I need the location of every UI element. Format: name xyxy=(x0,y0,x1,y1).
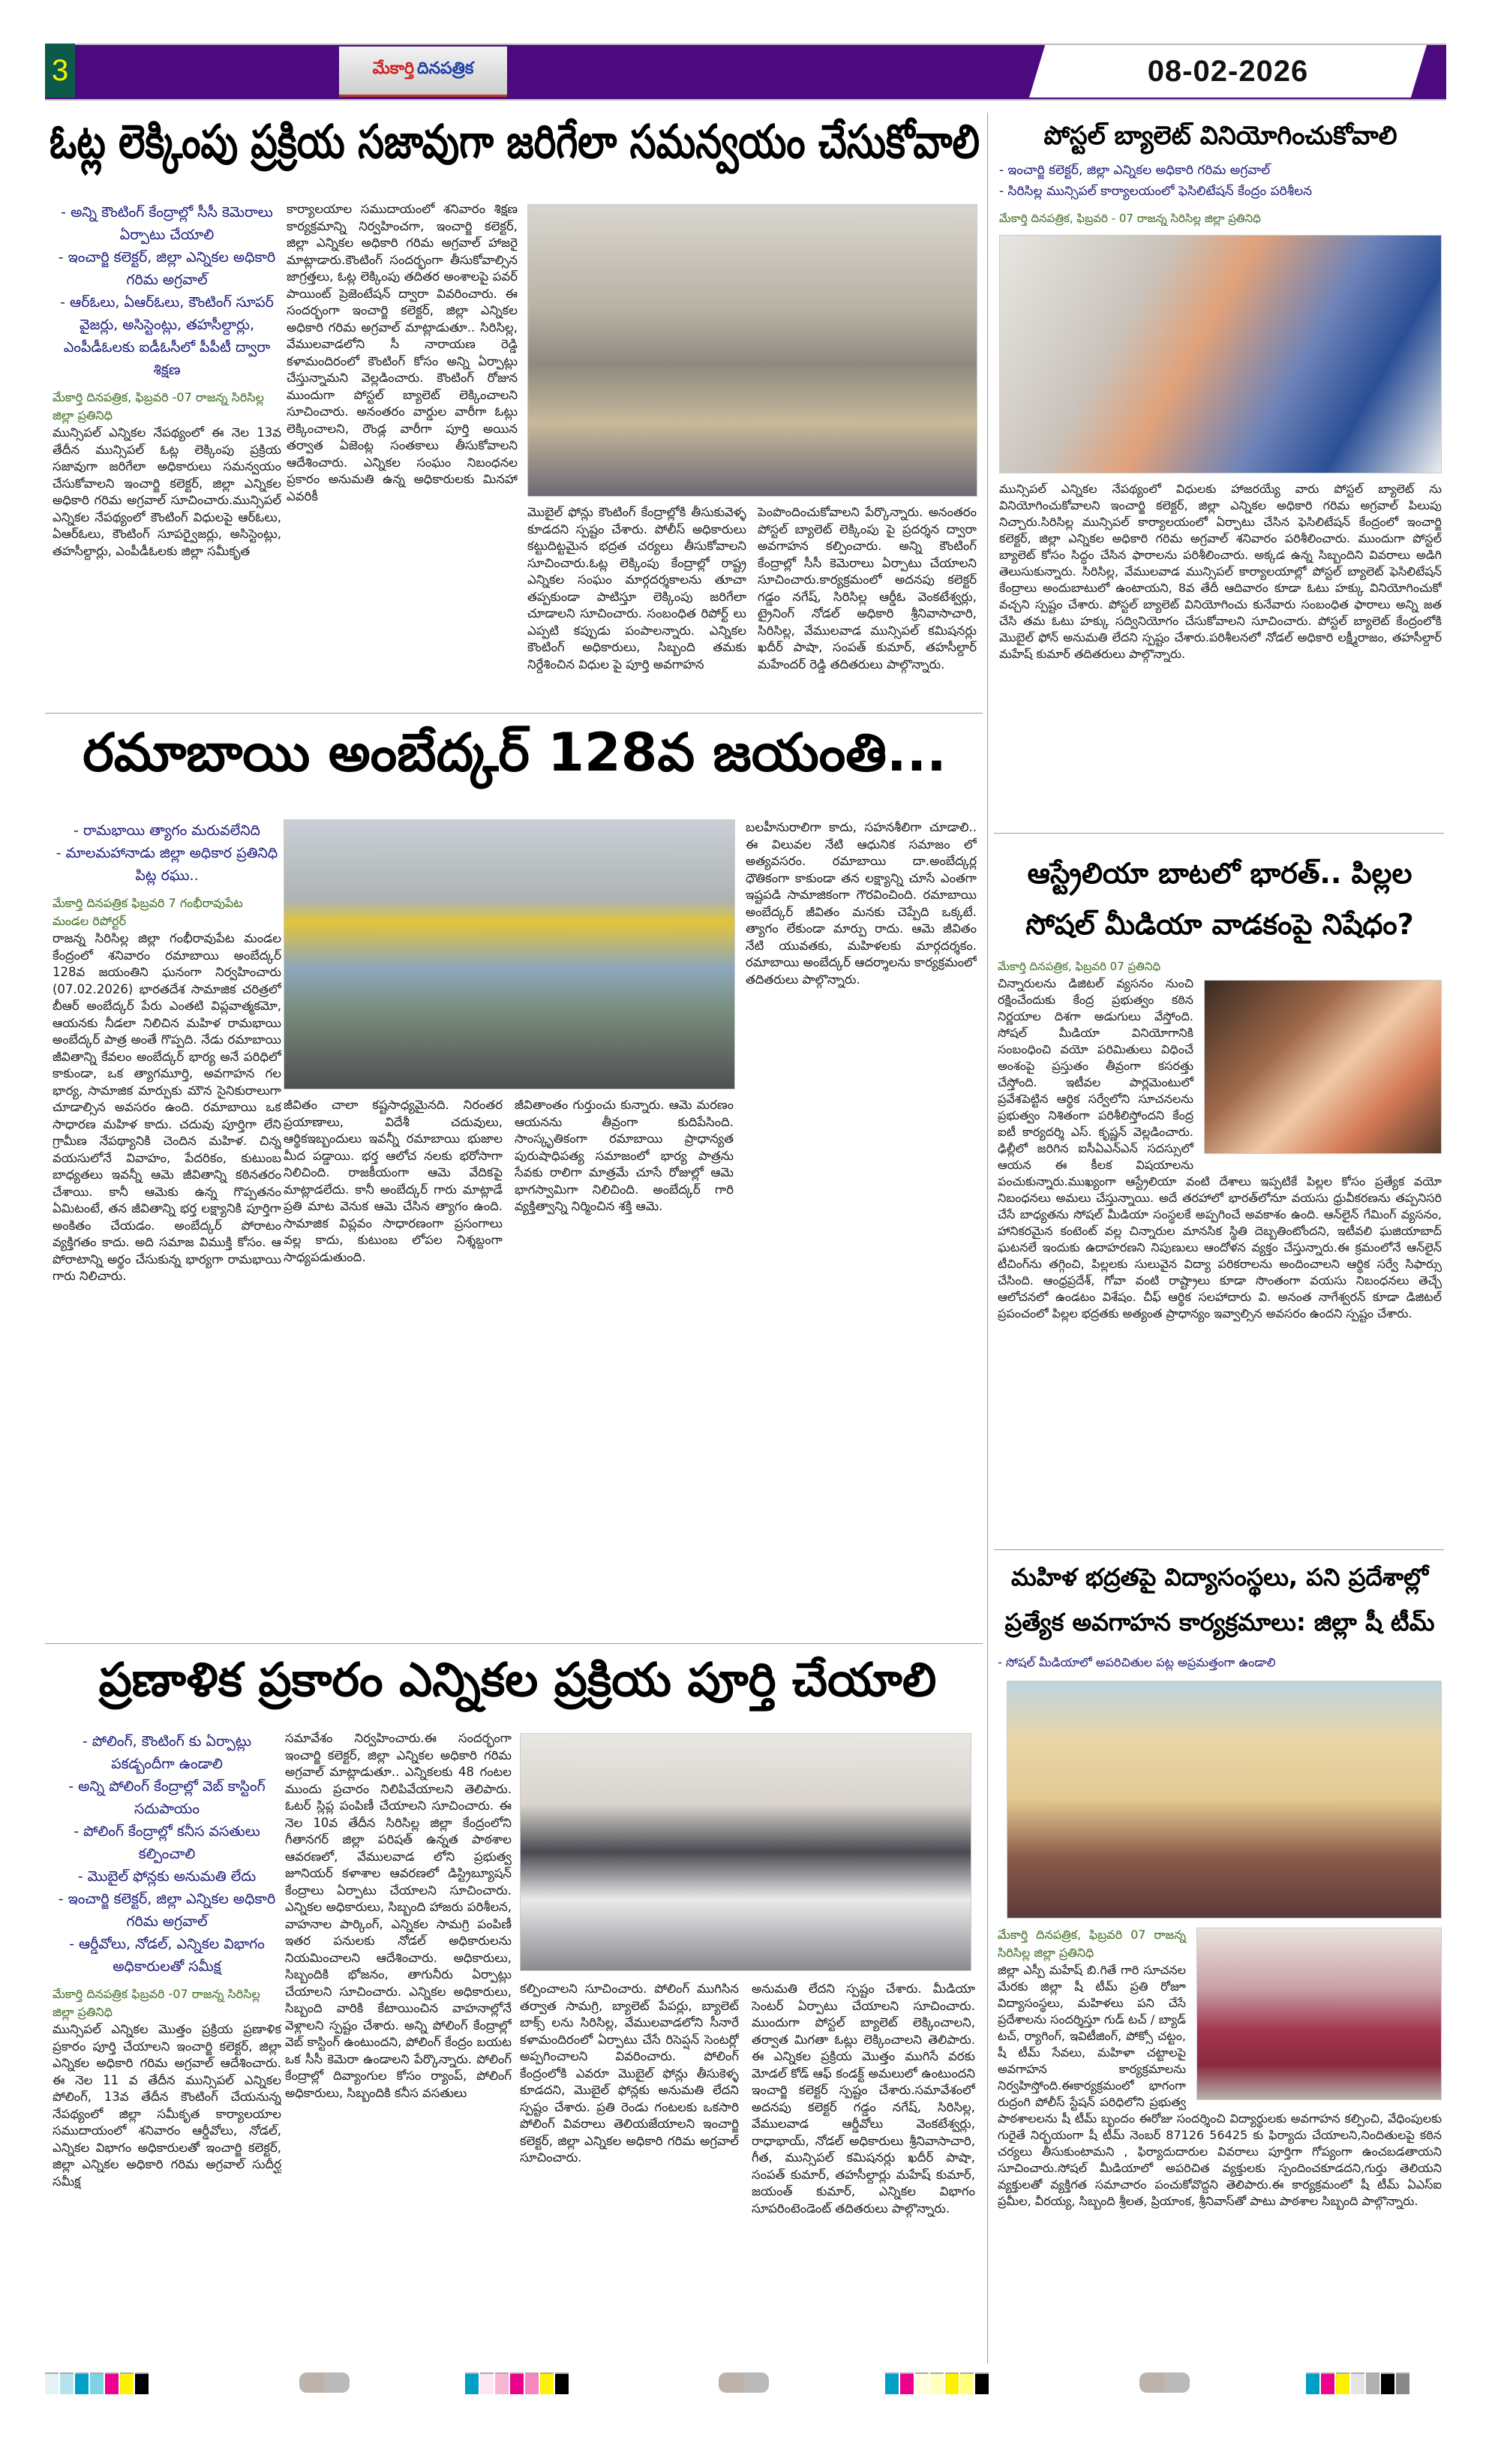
color-swatch xyxy=(120,2372,134,2394)
color-swatch xyxy=(1351,2372,1364,2394)
color-swatch xyxy=(945,2372,959,2394)
color-bar xyxy=(1306,2372,1411,2393)
color-swatch xyxy=(480,2372,494,2394)
color-swatch xyxy=(45,2372,59,2394)
subheading: - సోషల్ మీడియాలో అపరిచితుల పట్ల అప్రమత్తంగా ఉండాలి xyxy=(998,1655,1276,1669)
color-bar xyxy=(465,2372,570,2393)
color-swatch xyxy=(1306,2372,1319,2394)
subheading: - మొబైల్ ఫోన్లకు అనుమతి లేదు xyxy=(77,1868,257,1885)
subheading: - రామభాయి త్యాగం మరువలేనిది xyxy=(74,822,260,839)
color-swatch xyxy=(135,2372,149,2394)
subheading: - మాలమహానాడు జిల్లా అధికార ప్రతినిధి పిట్ల రఘు.. xyxy=(56,845,278,884)
headline-she-team: మహిళ భద్రతపై విద్యాసంస్థలు, పని ప్రదేశాల్లో ప్రత్యేక అవగాహన కార్యక్రమాలు: జిల్లా షీ టీమ్ xyxy=(1004,1563,1435,1636)
australia-article xyxy=(998,848,1442,1594)
subheading: - ఇంచార్జి కలెక్టర్, జిల్లా ఎన్నికల అధికారి గరిమ అగ్రవాల్ xyxy=(58,249,276,288)
registration-mark xyxy=(1139,2372,1190,2393)
she-team-article xyxy=(998,1555,1442,2367)
dateline-election: మేకార్తి దినపత్రిక ఫిబ్రవరి -07 రాజన్న సిరిసిల్ల జిల్లా ప్రతినిధి xyxy=(53,1987,260,2019)
section-divider xyxy=(994,833,1444,834)
subheading: - ఆర్డీవోలు, నోడల్, ఎన్నికల విభాగం అధికారులతో సమీక్ష xyxy=(69,1936,265,1975)
article-body-col3: కల్పించాలని సూచించారు. పోలింగ్ ముగిసిన తర్వాత సామగ్రి, బ్యాలెట్ పేపర్లు, బ్యాలెట్ బాక్స్ లను సిరిసిల్ల, వేములవాడలోని సీనారే కళామందిరంలో ఏర్పాటు చేసే రిసెప్షన్ సెంటర్లో అప్పగించాలని వివరించారు. పోలింగ్ కేంద్రంలోకి ఎవరూ మొబైల్ ఫోన్లు తీసుకెళ్ళ కూడదని, మొబైల్ ఫోన్లకు అనుమతి లేదని స్పష్టం చేశారు. ప్రతి రెండు గంటలకు ఒకసారి పోలింగ్ వివరాలు తెలియజేయాలని ఇంచార్జి కలెక్టర్, జిల్లా ఎన్నికల అధికారి గరిమ అగ్రవాల్ సూచించారు. xyxy=(520,1982,739,2165)
article-body-col3: జీవితాంతం గుర్తుంచు కున్నారు. ఆమె మరణం ఆయనను తీవ్రంగా కుదిపేసింది. సాంస్కృతికంగా రమాబాయి ప్రాధాన్యత పురుషాధిపత్య సమాజంలో భార్య పాత్రను సేవకు రాలిగా మాత్రమే చూసే రోజుల్లో ఆమె భాగస్వామిగా నిలిచింది. అంబేద్కర్ గారి వ్యక్తిత్వాన్ని నిర్మించిన శక్తి ఆమె. xyxy=(515,1098,734,1213)
subheading: - ఇంచార్జి కలెక్టర్, జిల్లా ఎన్నికల అధికారి గరిమ అగ్రవాల్ xyxy=(58,1891,276,1930)
subheads-postal xyxy=(999,160,1442,202)
article-body-col4: అనుమతి లేదని స్పష్టం చేశారు. మీడియా సెంటర్ ఏర్పాటు చేయాలని సూచించారు. ముందుగా పోస్టల్ బ్యాలెట్ లెక్కించాలని, తర్వాత మిగతా ఓట్లు లెక్కించాలని తెలిపారు. ఈ ఎన్నికల ప్రక్రియ మొత్తం ముగిసే వరకు మోడల్ కోడ్ ఆఫ్ కండక్ట్ అమలులో ఉంటుందని ఇంచార్జి కలెక్టర్ స్పష్టం చేశారు.సమావేశంలో అదనపు కలెక్టర్ గడ్డం నగేష్, సిరిసిల్ల, వేములవాడ ఆర్డీవోలు వెంకటేశ్వర్లు, రాధాభాయ్, నోడల్ అధికారులు శ్రీనివాసాచారి, గీత, మున్సిపల్ కమిషనర్లు ఖదీర్ పాషా, సంపత్ కుమార్, తహసీల్దార్లు మహేష్ కుమార్, జయంత్ కుమార్, ఎన్నికల విభాగం సూపరింటెండెంట్ తదితరులు పాల్గొన్నారు. xyxy=(752,1982,975,2216)
color-swatch xyxy=(495,2372,509,2394)
article-body-she-team xyxy=(998,1926,1442,2367)
dateline-australia: మేకార్తి దినపత్రిక, ఫిబ్రవరి 07 ప్రతినిధి xyxy=(998,960,1161,973)
color-swatch xyxy=(540,2372,554,2394)
subheads-counting xyxy=(53,201,281,381)
students-seated-photo xyxy=(1196,1928,1442,2100)
color-bar xyxy=(45,2372,150,2393)
registration-mark xyxy=(299,2372,350,2393)
color-swatch xyxy=(1321,2372,1334,2394)
postal-article xyxy=(999,120,1442,799)
facilitation-centre-photo xyxy=(999,235,1442,473)
article-body-postal: మున్సిపల్ ఎన్నికల నేపథ్యంలో విధులకు హాజరయ్యే వారు పోస్టల్ బ్యాలెట్ ను వినియోగించుకోవాలని ఇంచార్జి కలెక్టర్, జిల్లా ఎన్నికల అధికారి గరిమ అగ్రవాల్ పిలుపు నిచ్చారు.సిరిసిల్ల మున్సిపల్ కార్యాలయంలో ఏర్పాటు చేసిన ఫెసిలిటేషన్ కేంద్రంలో ఇంచార్జి కలెక్టర్, జిల్లా ఎన్నికల అధికారి గరిమ అగ్రవాల్ శనివారం పరిశీలించారు. ముందుగా పోస్టల్ బ్యాలెట్ కోసం సిద్ధం చేసిన ఫారాలను పరిశీలించారు. అక్కడ ఉన్న సిబ్బందిని వివరాలు అడిగి తెలుసుకున్నారు. సిరిసిల్ల, వేములవాడ మున్సిపల్ కార్యాలయాల్లో పోస్టల్ బ్యాలెట్ ఫెసిలిటేషన్ కేంద్రాలు అందుబాటులో ఉంటాయని, 8వ తేదీ ఆదివారం కూడా ఓటు హక్కు వినియోగించుకో వచ్చని స్పష్టం చేశారు. పోస్టల్ బ్యాలెట్ వినియోగించు కునేవారు సంబంధిత ఫారాలు అన్ని జత చేసి తమ ఓటు హక్కు సద్వినియోగం చేసుకోవాలని సూచించారు. పోస్టల్ బ్యాలెట్ కేంద్రంలోకి మొబైల్ ఫోన్ అనుమతి లేదని స్పష్టం చేశారు.పరిశీలనలో నోడల్ అధికారి లక్ష్మీరాజం, తహసీల్దార్ మహేష్ కుమార్ తదితరులు పాల్గొన్నారు. xyxy=(999,481,1442,661)
color-swatch xyxy=(1336,2372,1349,2394)
headline-text: ఓట్ల లెక్కింపు ప్రక్రియ సజావుగా జరిగేలా సమన్వయం చేసుకోవాలి xyxy=(50,114,980,169)
subheading: - ఆర్ఓలు, ఏఆర్ఓలు, కౌంటింగ్ సూపర్ వైజర్లు, అసిస్టెంట్లు, తహసీల్దార్లు, ఎంపీడీఓలకు ఐడీఓసీలో పీపీటీ ద్వారా శిక్షణ xyxy=(60,294,274,378)
article-body-australia xyxy=(998,975,1442,1594)
color-swatch xyxy=(75,2372,89,2394)
color-swatch xyxy=(60,2372,74,2394)
subheads-ramabai xyxy=(53,819,281,887)
subheading: - పోలింగ్ కేంద్రాల్లో కనీస వసతులు కల్పించాలి xyxy=(74,1823,260,1862)
logo-part1: మేకార్తి xyxy=(372,59,415,78)
subheading: - ఇంచార్జి కలెక్టర్, జిల్లా ఎన్నికల అధికారి గరిమ అగ్రవాల్ xyxy=(999,162,1271,178)
article-text: జిల్లా ఎస్పీ మహేష్ బి.గితే గారి సూచనల మేరకు జిల్లా షీ టీమ్ ప్రతి రోజూ విద్యాసంస్థలు, మహిళలు పని చేసే ప్రదేశాలను సందర్శిస్తూ గుడ్ టచ్ / బ్యాడ్ టచ్, ర్యాగింగ్, ఇవిటీజింగ్, పోక్సో చట్టం, షీ టీమ్ సేవలు, మహిళా చట్టాలపై అవగాహన కార్యక్రమాలను నిర్వహిస్తోంది.ఈకార్యక్రమంలో భాగంగా రుద్రంగి పోలీస్ స్టేషన్ పరిధిలోని ప్రభుత్వ పాఠశాలలను షీ టీమ్ బృందం ఈరోజు సందర్శించి విద్యార్థులకు అవగాహన కల్పించి, వేధింపులకు గురైతే నిర్భయంగా షీ టీమ్ నెంబర్ 87126 56425 కు ఫిర్యాదు చేయాలని,నిందితులపై కఠిన చర్యలు తీసుకుంటామని , ఫిర్యాదుదారుల వివరాలు పూర్తిగా గోప్యంగా ఉంచబడతాయని సూచించారు.సోషల్ మీడియాలో అపరిచిత వ్యక్తులకు స్పందించకూడదని,గుర్తు తెలియని వ్యక్తులతో వ్యక్తిగత సమాచారం పంచుకోవొద్దని తెలిపారు.ఈ కార్యక్రమంలో షీ టీమ్ ఏఎస్ఐ ప్రమీల, వీరయ్య, సిబ్బంది శ్రీలత, ప్రియాంక, శ్రీనివాస్‌తో పాటు పాఠశాల సిబ్బంది పాల్గొన్నారు. xyxy=(998,1963,1442,2208)
section-divider xyxy=(45,1643,983,1644)
review-meeting-photo xyxy=(520,1733,971,1971)
color-swatch xyxy=(465,2372,479,2394)
color-swatch xyxy=(915,2372,929,2394)
election-left-column xyxy=(53,1730,281,2365)
color-swatch xyxy=(510,2372,524,2394)
jayanti-celebration-photo xyxy=(284,819,735,1089)
children-phone-photo xyxy=(1204,980,1442,1154)
ramabai-left-column xyxy=(53,819,281,1609)
article-body-col1: మున్సిపల్ ఎన్నికల నేపథ్యంలో ఈ నెల 13వ తేదీన మున్సిపల్ ఓట్ల లెక్కింపు ప్రక్రియ సజావుగా జరిగేలా అధికారులు సమన్వయం చేసుకోవాలని ఇంచార్జి కలెక్టర్, జిల్లా ఎన్నికల అధికారి గరిమ అగ్రవాల్ సూచించారు.మున్సిపల్ ఎన్నికల నేపథ్యంలో కౌంటింగ్ విధులపై ఆర్ఓలు, ఏఆర్ఓలు, కౌంటింగ్ సూపర్వైజర్లు, అసిస్టెంట్లు, తహసీల్దార్లు, ఎంపీడీఓలకు జిల్లా సమీకృత xyxy=(53,425,281,558)
dateline-postal: మేకార్తి దినపత్రిక, ఫిబ్రవరి - 07 రాజన్న సిరిసిల్ల జిల్లా ప్రతినిధి xyxy=(999,211,1261,225)
color-swatch xyxy=(930,2372,944,2394)
color-swatch xyxy=(1366,2372,1379,2394)
color-swatch xyxy=(1396,2372,1409,2394)
subheads-she-team xyxy=(998,1652,1442,1673)
article-text: చిన్నారులను డిజిటల్ వ్యసనం నుంచి రక్షించేందుకు కేంద్ర ప్రభుత్వం కఠిన నిర్ణయాల దిశగా అడుగులు వేస్తోంది. సోషల్ మీడియా వినియోగానికి సంబంధించి వయో పరిమితులు విధించే అంశంపై ప్రస్తుతం తీవ్రంగా కసరత్తు చేస్తోంది. ఇటీవల పార్లమెంటులో ప్రవేశపెట్టిన ఆర్థిక సర్వేలోని సూచనలను ప్రభుత్వం నిశితంగా పరిశీలిస్తోందని కేంద్ర ఐటీ కార్యదర్శి ఎస్. కృష్ణన్ వెల్లడించారు. ఢిల్లీలో జరిగిన ఐసీఏఎన్ఎన్ సదస్సులో ఆయన ఈ కీలక విషయాలను పంచుకున్నారు.ముఖ్యంగా ఆస్ట్రేలియా వంటి దేశాలు ఇప్పటికే పిల్లల కోసం ప్రత్యేక వయో నిబంధనలు అమలు చేస్తున్నాయి. అదే తరహాలో భారత్‌లోనూ వయసు ధ్రువీకరణను తప్పనిసరి చేసే బాధ్యతను సోషల్ మీడియా సంస్థలకే అప్పగించే అవకాశం ఉంది. ఆన్‌లైన్ గేమింగ్ వ్యసనం, హానికరమైన కంటెంట్ వల్ల చిన్నారుల మానసిక స్థితి దెబ్బతింటోందని, ఇటీవలి ఘజియాబాద్ ఘటనలే ఇందుకు ఉదాహరణని నిపుణులు ఆందోళన వ్యక్తం చేస్తున్నారు.ఈ క్రమంలోనే ఆన్‌లైన్ టీచింగ్‌ను తగ్గించి, పిల్లలకు సులువైన విద్యా పరికరాలను అందించాలని ఆర్థిక సర్వే సిఫార్సు చేసింది. ఆంధ్రప్రదేశ్, గోవా వంటి రాష్ట్రాలు కూడా సొంతంగా వయసు నిబంధనలు తెచ్చే ఆలోచనలో ఉండటం విశేషం. చీఫ్ ఆర్థిక సలహాదారు వి. అనంత నాగేశ్వరన్ కూడా డిజిటల్ ప్రపంచంలో పిల్లల భద్రతకు అత్యంత ప్రాధాన్యం ఇవ్వాల్సిన అవసరం ఉందని స్పష్టం చేశారు. xyxy=(998,976,1442,1321)
headline-counting xyxy=(50,113,980,171)
subheads-election xyxy=(53,1730,281,1978)
section-divider xyxy=(45,713,983,714)
registration-mark xyxy=(719,2372,769,2393)
article-body-col4: పెంపొందించుకోవాలని పేర్కొన్నారు. అనంతరం పోస్టల్ బ్యాలెట్ లెక్కింపు పై ప్రదర్శన ద్వారా అవగాహన కల్పించారు. అన్ని కౌంటింగ్ కేంద్రాల్లో సీసీ కెమెరాలు ఏర్పాటు చేయాలని సూచించారు.కార్యక్రమంలో అదనపు కలెక్టర్ గడ్డం నగేష్, సిరిసిల్ల ఆర్డీఓ వెంకటేశ్వర్లు, ట్రైనింగ్ నోడల్ అధికారి శ్రీనివాసాచారి, సిరిసిల్ల, వేములవాడ మున్సిపల్ కమిషనర్లు ఖదీర్ పాషా, సంపత్ కుమార్, తహసీల్దార్ మహేందర్ రెడ్డి తదితరులు పాల్గొన్నారు. xyxy=(758,505,977,672)
article-body-col2: సమావేశం నిర్వహించారు.ఈ సందర్భంగా ఇంచార్జి కలెక్టర్, జిల్లా ఎన్నికల అధికారి గరిమ అగ్రవాల్ మాట్లాడుతూ.. ఎన్నికలకు 48 గంటల ముందు ప్రచారం నిలిపివేయాలని తెలిపారు. ఓటర్ స్లిప్ల పంపిణీ చేయాలని సూచించారు. ఈ నెల 10వ తేదీన సిరిసిల్ల జిల్లా కేంద్రంలోని గీతానగర్ జిల్లా పరిషత్ ఉన్నత పాఠశాల ఆవరణలో, వేములవాడ లోని ప్రభుత్వ జూనియర్ కళాశాల ఆవరణలో డిస్ట్రిబ్యూషన్ కేంద్రాలు ఏర్పాటు చేయాలని సూచించారు. ఎన్నికల అధికారులు, సిబ్బంది హాజరు పరిశీలన, వాహనాల పార్కింగ్, ఎన్నికల సామగ్రి పంపిణీ ఇతర పనులకు నోడల్ అధికారులను నియమించాలని ఆదేశించారు. అధికారులు, సిబ్బందికి భోజనం, తాగునీరు ఏర్పాట్లు చేయాలని సూచించారు. ఎన్నికల అధికారులు, సిబ్బంది వారికి కేటాయించిన వాహనాల్లోనే వెళ్లాలని స్పష్టం చేశారు. అన్ని పోలింగ్ కేంద్రాల్లో వెబ్ కాస్టింగ్ ఉంటుందని, పోలింగ్ కేంద్రం బయట ఒక సీసీ కెమెరా ఉండాలని పేర్కొన్నారు. పోలింగ్ కేంద్రాల్లో దివ్యాంగుల కోసం ర్యాంప్, పోలింగ్ అధికారులు, సిబ్బందికి కనీస వసతులు xyxy=(285,1731,512,2100)
headline-text: రమాబాయి అంబేద్కర్ 128వ జయంతి... xyxy=(83,722,947,783)
page-number: 3 xyxy=(45,44,75,98)
color-swatch xyxy=(1381,2372,1394,2394)
article-body-col2: కార్యాలయాల సముదాయంలో శనివారం శిక్షణ కార్యక్రమాన్ని నిర్వహించగా, ఇంచార్జి కలెక్టర్, జిల్లా ఎన్నికల అధికారి గరిమ అగ్రవాల్ హాజరై మాట్లాడారు.కౌంటింగ్ సందర్భంగా తీసుకోవాల్సిన జాగ్రత్తలు, ఓట్ల లెక్కింపు తదితర అంశాలపై పవర్ పాయింట్ ప్రెజెంటేషన్ ద్వారా వివరించారు. ఈ సందర్భంగా ఇంచార్జి కలెక్టర్, జిల్లా ఎన్నికల అధికారి గరిమ అగ్రవాల్ మాట్లాడుతూ.. సిరిసిల్ల, వేములవాడలోని సీ నారాయణ రెడ్డి కళామందిరంలో కౌంటింగ్ కోసం అన్ని ఏర్పాట్లు చేస్తున్నామని వెల్లడించారు. కౌంటింగ్ రోజున ముందుగా పోస్టల్ బ్యాలెట్ లెక్కించాలని సూచించారు. అనంతరం వార్డుల వారీగా ఓట్లు లెక్కించాలని, రౌండ్ల వారీగా పూర్తి అయిన తర్వాత ఏజెంట్ల సంతకాలు తీసుకోవాలని ఆదేశించారు. ఎన్నికల సంఘం నిబంధనల ప్రకారం అనుమతి ఉన్న అధికారులకు మినహా ఎవరికీ xyxy=(287,202,518,503)
subheading: - అన్ని కౌంటింగ్ కేంద్రాల్లో సీసీ కెమెరాలు ఏర్పాటు చేయాలి xyxy=(61,204,273,243)
issue-date: 08-02-2026 xyxy=(1147,55,1309,88)
color-swatch xyxy=(525,2372,539,2394)
color-bar xyxy=(885,2372,990,2393)
counting-left-column xyxy=(53,201,281,710)
dateline-counting: మేకార్తి దినపత్రిక, ఫిబ్రవరి -07 రాజన్న సిరిసిల్ల జిల్లా ప్రతినిధి xyxy=(53,390,264,422)
color-swatch xyxy=(960,2372,974,2394)
headline-election xyxy=(60,1651,975,1709)
color-swatch xyxy=(90,2372,104,2394)
training-session-photo xyxy=(527,204,977,497)
logo-part2: దినపత్రిక xyxy=(417,59,474,78)
subheading: - పోలింగ్, కౌంటింగ్ కు ఏర్పాట్లు పకడ్బందీగా ఉండాలి xyxy=(82,1733,252,1772)
headline-postal: పోస్టల్ బ్యాలెట్ వినియోగించుకోవాలి xyxy=(1043,121,1397,151)
column-divider xyxy=(987,113,988,2363)
dateline-she-team: మేకార్తి దినపత్రిక, ఫిబ్రవరి 07 రాజన్న సిరిసిల్ల జిల్లా ప్రతినిధి xyxy=(998,1928,1186,1960)
headline-text: ప్రణాళిక ప్రకారం ఎన్నికల ప్రక్రియ పూర్తి చేయాలి xyxy=(98,1652,937,1707)
article-body-col2: జీవితం చాలా కష్టసాధ్యమైనది. నిరంతర ప్రయాణాలు, విదేశీ చదువులు, ఆర్థికఇబ్బందులు ఇవన్నీ రమాబాయి భుజాల మీద పడ్డాయి. భర్త ఆలోచ నలకు భరోసాగా నిలిచింది. రాజకీయంగా ఆమె వేదికపై మాట్లాడలేదు. కానీ అంబేద్కర్ గారు మాట్లాడే ప్రతి మాట వెనుక ఆమె చేసిన త్యాగం ఉంది. సామాజిక విప్లవం సాధారణంగా ప్రసంగాలు వల్ల కాదు, కుటుంబ లోపల నిశ్శబ్దంగా సాధ్యపడుతుంది. xyxy=(284,1098,503,1264)
school-awareness-photo xyxy=(1007,1681,1442,1919)
dateline-ramabai: మేకార్తి దినపత్రిక ఫిబ్రవరి 7 గంభీరావుపేట మండల రిపోర్టర్ xyxy=(53,896,243,928)
headline-ramabai xyxy=(50,720,980,786)
headline-social-media-ban: ఆస్ట్రేలియా బాటలో భారత్.. పిల్లల సోషల్ మీడియా వాడకంపై నిషేధం? xyxy=(1025,857,1414,941)
color-swatch xyxy=(975,2372,989,2394)
article-body-col3: మొబైల్ ఫోన్లు కౌంటింగ్ కేంద్రాల్లోకి తీసుకువెళ్ళ కూడదని స్పష్టం చేశారు. పోలీస్ అధికారులు కట్టుదిట్టమైన భద్రత చర్యలు తీసుకోవాలని సూచించారు.ఓట్ల లెక్కింపు కేంద్రాల్లో రాష్ట్ర ఎన్నికల సంఘం మార్గదర్శకాలను తూచా తప్పకుండా పాటిస్తూ లెక్కింపు జరిగేలా చూడాలని సూచించారు. సంబంధిత రిపోర్ట్ లు ఎప్పటి కప్పుడు పంపాలన్నారు. ఎన్నికల కౌంటింగ్ అధికారులు, సిబ్బంది తమకు నిర్దేశించిన విధుల పై పూర్తి అవగాహన xyxy=(527,505,746,672)
article-body-col1: రాజన్న సిరిసిల్ల జిల్లా గంభీరావుపేట మండల కేంద్రంలో శనివారం రమాబాయి అంబేద్కర్ 128వ జయంతిని ఘనంగా నిర్వహించారు (07.02.2026) భారతదేశ సామాజిక చరిత్రలో బీఆర్ అంబేద్కర్ పేరు ఎంతటి విప్లవాత్మకమో, ఆయనకు నీడలా నిలిచిన మహిళ రామభాయి అంబేద్కర్ పాత్ర అంతే గొప్పది. నేడు రమాబాయి జీవితాన్ని కేవలం అంబేద్కర్ భార్య అనే పరిధిలో కాకుండా, ఒక త్యాగమూర్తి, అవగాహన గల భార్య, సామాజిక మార్పుకు మౌన సైనికురాలుగా చూడాల్సిన అవసరం ఉంది. రమాబాయి ఒక సాధారణ మహిళ కాదు. చదువు పూర్తిగా లేని గ్రామీణ నేపథ్యానికి చెందిన మహిళ. చిన్న వయసులోనే వివాహం, పేదరికం, కుటుంబ బాధ్యతలు ఇవన్నీ ఆమె జీవితాన్ని కఠినతరం చేశాయి. కానీ ఆమెకు ఉన్న గొప్పతనం ఏమిటంటే, తన జీవితాన్ని భర్త లక్ష్యానికి పూర్తిగా అంకితం చేయడం. అంబేద్కర్ పోరాటం వ్యక్తిగతం కాదు. అది సమాజ విముక్తి కోసం. ఆ పోరాటాన్ని అర్థం చేసుకున్న భార్యగా రామభాయి గారు నిలిచారు. xyxy=(53,931,281,1283)
article-body-col1: మున్సిపల్ ఎన్నికల మొత్తం ప్రక్రియ ప్రణాళిక ప్రకారం పూర్తి చేయాలని ఇంచార్జి కలెక్టర్, జిల్లా ఎన్నికల అధికారి గరిమ అగ్రవాల్ ఆదేశించారు. ఈ నెల 11 వ తేదీన మున్సిపల్ ఎన్నికల పోలింగ్, 13వ తేదీన కౌంటింగ్ చేయనున్న నేపథ్యంలో జిల్లా సమీకృత కార్యాలయాల సముదాయంలో శనివారం ఆర్డీవోలు, నోడల్, ఎన్నికల విభాగం అధికారులతో ఇంచార్జి కలెక్టర్, జిల్లా ఎన్నికల అధికారి గరిమ అగ్రవాల్ సుదీర్ఘ సమీక్ష xyxy=(53,2022,281,2189)
subheading: - అన్ని పోలింగ్ కేంద్రాల్లో వెబ్ కాస్టింగ్ సదుపాయం xyxy=(68,1778,266,1817)
color-swatch xyxy=(105,2372,119,2394)
color-swatch xyxy=(900,2372,914,2394)
subheading: - సిరిసిల్ల మున్సిపల్ కార్యాలయంలో ఫెసిలిటేషన్ కేంద్రం పరిశీలన xyxy=(999,183,1313,199)
color-swatch xyxy=(885,2372,899,2394)
article-body-col4: బలహీనురాలిగా కాదు, సహనశీలిగా చూడాలి.. ఈ విలువల నేటి ఆధునిక సమాజం లో అత్యవసరం. రమాబాయి దా.అంబేద్కర్ల ధౌతికంగా కాకుండా తన లక్ష్యాన్ని చూసే ఎంతగా ఇష్టపడి సామాజికంగా గౌరవించింది. రమాబాయి అంబేద్కర్ జీవితం మనకు చెప్పేది ఒక్కటే. త్యాగం లేకుండా మార్పు రాదు. ఆమె జీవితం నేటి యువతకు, మహిళలకు మార్గదర్శకం. రమాబాయి అంబేద్కర్ ఆదర్శాలను కార్యక్రమంలో తదితరులు పాల్గొన్నారు. xyxy=(746,820,977,987)
color-swatch xyxy=(555,2372,569,2394)
newspaper-logo[interactable] xyxy=(339,47,507,97)
